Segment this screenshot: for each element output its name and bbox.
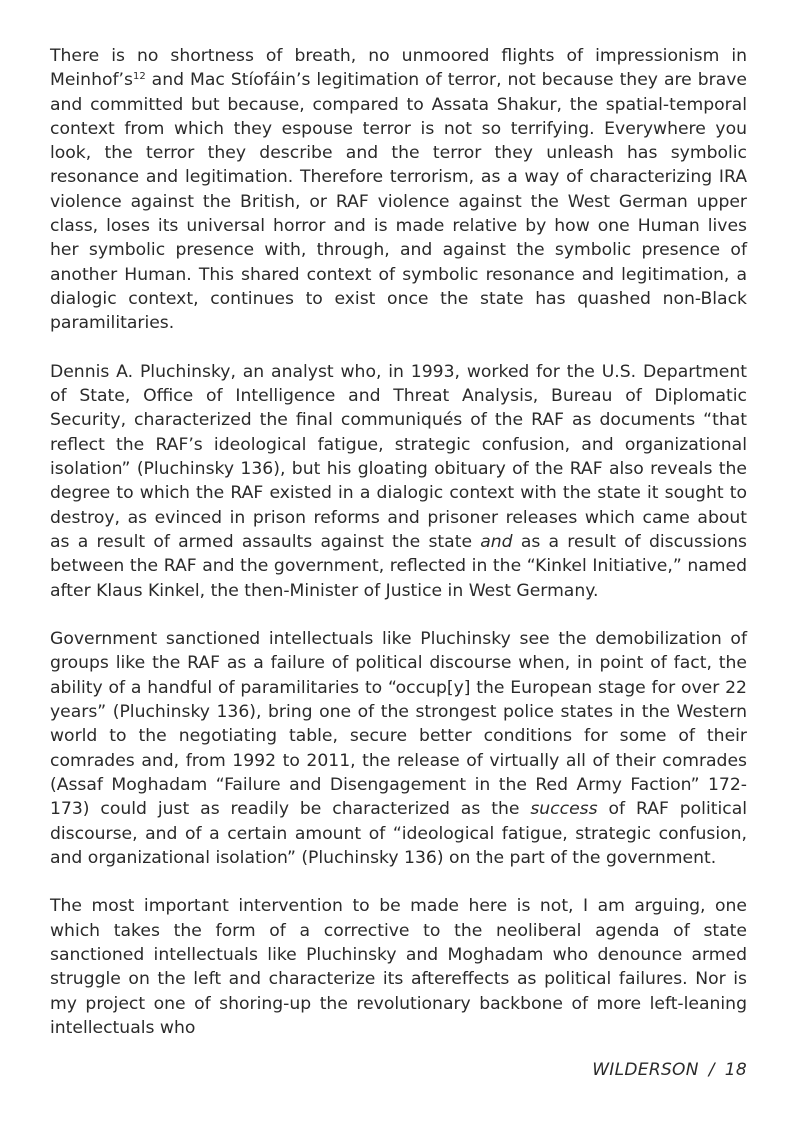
text-segment: and Mac Stíofáin’s legitimation of terror, not because they are brave and committed but because, compared to Assata Shakur, the spatial-temporal context from which they espouse terror is not so terrifying. Everywhere you look, the terror they describe and the terror they unleash has symbolic resonance and legitimation. Therefore terrorism, as a way of characterizing IRA violence against the British, or RAF violence against the West German upper class, loses its universal horror and is made relative by how one Human lives her symbolic presence with, through, and against the symbolic presence of another Human. This shared context of symbolic resonance and legitimation, a dialogic context, continues to exist once the state has quashed non-Black paramilitaries. bbox=[50, 70, 747, 334]
page-body bbox=[50, 44, 747, 1064]
footer-author: WILDERSON bbox=[592, 1060, 699, 1080]
footnote-ref[interactable]: 12 bbox=[132, 71, 146, 83]
paragraph-1 bbox=[50, 44, 747, 336]
text-segment: The most important intervention to be made here is not, I am arguing, one which takes the form of a corrective to the neoliberal agenda of state sanctioned intellectuals like Pluchinsky and Moghadam who denounce armed struggle on the left and characterize its aftereffects as political failures. Nor is my project one of shoring-up the revolutionary backbone of more left-leaning intellectuals who bbox=[50, 896, 747, 1038]
footer-separator: / bbox=[708, 1060, 715, 1080]
paragraph-2 bbox=[50, 360, 747, 603]
text-segment: as a result of discussions between the RAF and the government, reflected in the “Kinkel Initiative,” named after Klaus Kinkel, the then-Minister of Justice in West Germany. bbox=[50, 531, 747, 601]
paragraph-4 bbox=[50, 894, 747, 1040]
emphasis: and bbox=[480, 531, 513, 552]
text-segment: Dennis A. Pluchinsky, an analyst who, in 1993, worked for the U.S. Department of State, Office of Intelligence and Threat Analysis, Bureau of Diplomatic Security, characterized the final communiqués of the RAF as documents “that reflect the RAF’s ideological fatigue, strategic confusion, and organizational isolation” (Pluchinsky 136), but his gloating obituary of the RAF also reveals the degree to which the RAF existed in a dialogic context with the state it sought to destroy, as evinced in prison reforms and prisoner releases which came about as a result of armed assaults against the state bbox=[50, 361, 747, 552]
text-segment: Government sanctioned intellectuals like Pluchinsky see the demobilization of groups like the RAF as a failure of political discourse when, in point of fact, the ability of a handful of paramilitaries to “occup[y] the European stage for over 22 years” (Pluchinsky 136), bring one of the strongest police states in the Western world to the negotiating table, secure better conditions for some of their comrades and, from 1992 to 2011, the release of virtually all of their comrades (Assaf Moghadam “Failure and Disengagement in the Red Army Faction” 172-173) could just as readily be characterized as the bbox=[50, 629, 747, 820]
emphasis: success bbox=[530, 799, 598, 820]
text-segment: There is no shortness of breath, no unmoored flights of impressionism in Meinhof’s bbox=[50, 46, 747, 91]
text-segment: of RAF political discourse, and of a certain amount of “ideological fatigue, strategic confusion, and organizational isolation” (Pluchinsky 136) on the part of the government. bbox=[50, 799, 748, 868]
paragraph-3 bbox=[50, 627, 747, 870]
running-footer bbox=[592, 1060, 747, 1080]
page-number: 18 bbox=[724, 1060, 747, 1080]
